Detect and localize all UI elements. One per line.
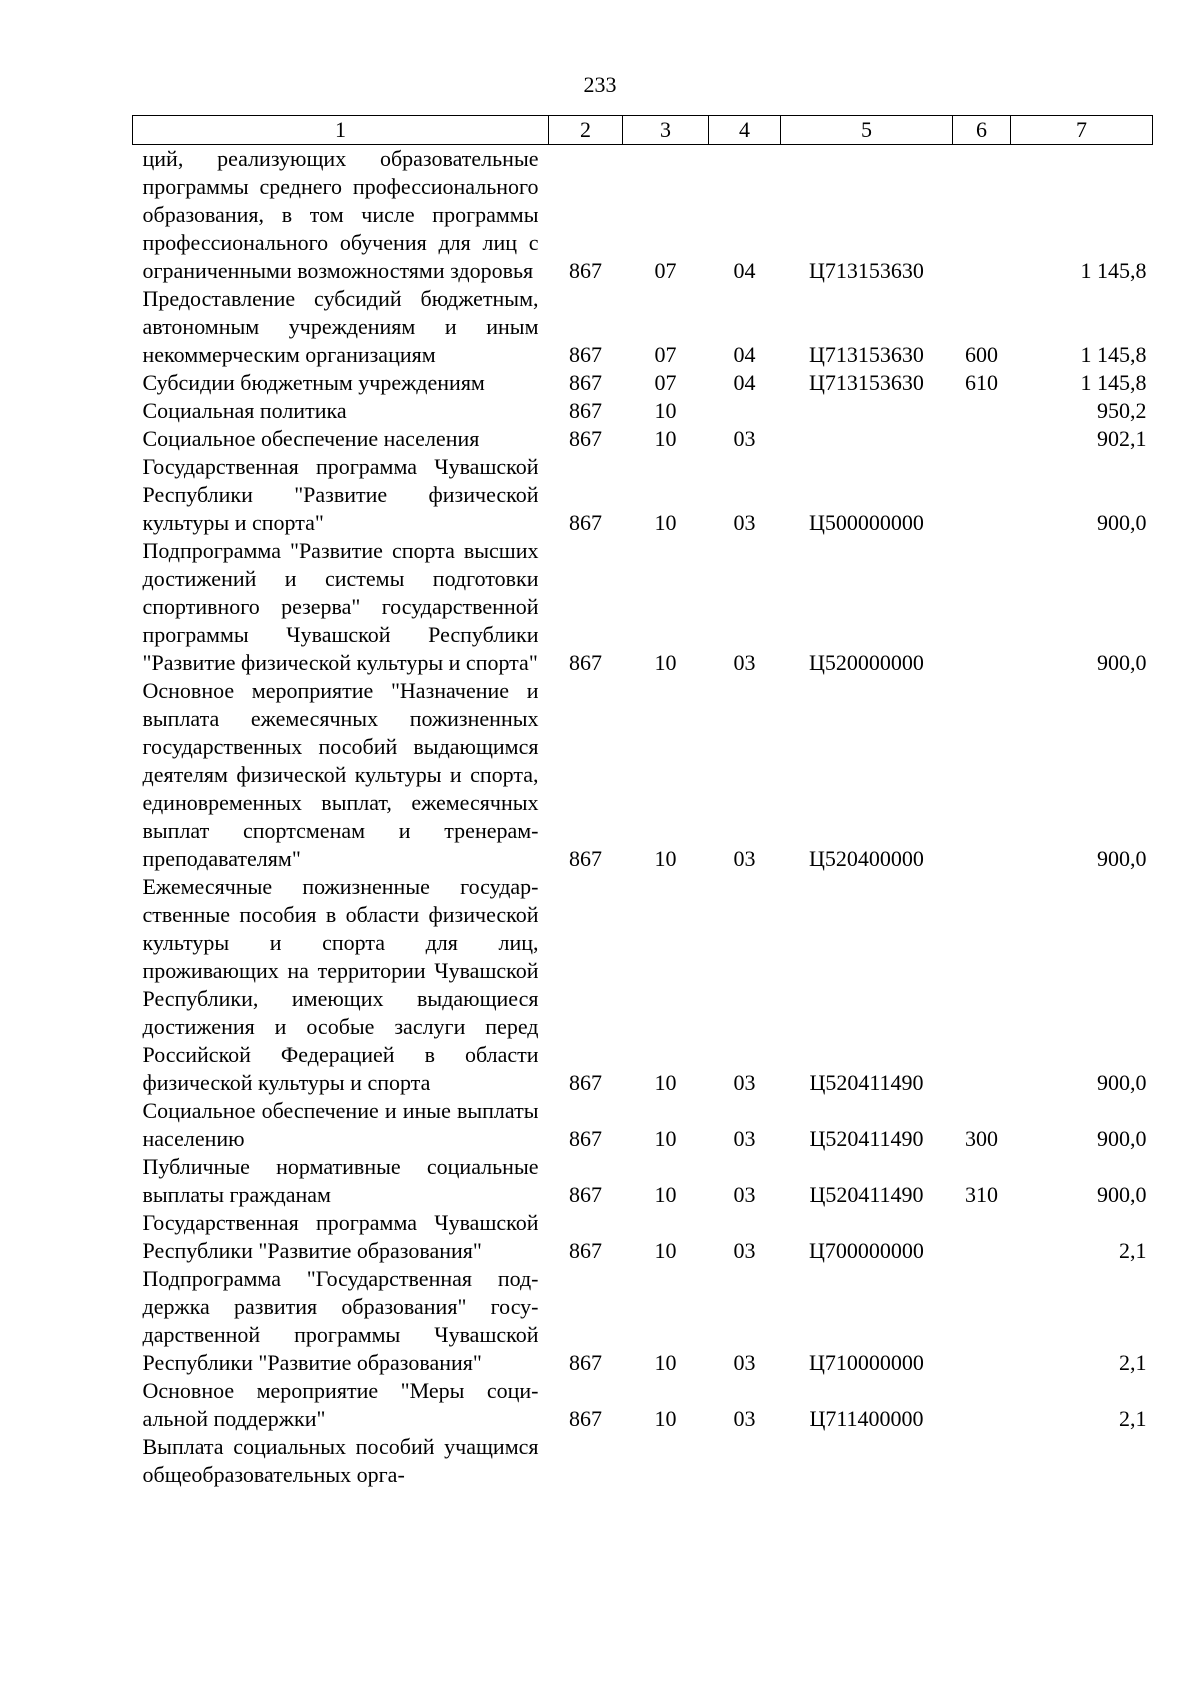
section-code: 10: [654, 1350, 677, 1375]
subsection-code: 03: [733, 846, 756, 871]
target-item-code: Ц713153630: [809, 370, 924, 395]
target-item-code: Ц713153630: [809, 342, 924, 367]
admin-code: [549, 1433, 623, 1489]
admin-code: 867: [569, 342, 602, 367]
table-row: [133, 537, 1153, 677]
expense-type-code: 600: [965, 342, 998, 367]
subsection-code: 03: [733, 1070, 756, 1095]
table-row: [133, 677, 1153, 873]
section-code: [623, 1433, 709, 1489]
admin-code: 867: [569, 650, 602, 675]
target-item-code: Ц520411490: [809, 1182, 924, 1207]
subsection-code: 03: [733, 510, 756, 535]
expense-type-code: [953, 1265, 1011, 1377]
subsection-code: 03: [733, 1238, 756, 1263]
expense-type-code: [953, 1433, 1011, 1489]
admin-code: 867: [569, 1070, 602, 1095]
target-item-code: Ц520411490: [809, 1070, 924, 1095]
amount: 2,1: [1119, 1350, 1147, 1375]
amount: 900,0: [1097, 650, 1147, 675]
expense-type-code: 610: [965, 370, 998, 395]
item-name: Государственная программа Чувашской Республики "Развитие образования": [142, 1210, 539, 1263]
section-code: 07: [654, 370, 677, 395]
subsection-code: 03: [733, 1182, 756, 1207]
admin-code: 867: [569, 846, 602, 871]
expense-type-code: [953, 453, 1011, 537]
amount: 900,0: [1097, 846, 1147, 871]
section-code: 10: [654, 650, 677, 675]
subsection-code: [709, 1433, 781, 1489]
target-item-code: [781, 425, 953, 453]
item-name: Социальная политика: [142, 398, 347, 423]
expense-type-code: [953, 677, 1011, 873]
item-name: Публичные нормативные социальные выплаты гражданам: [142, 1154, 539, 1207]
expense-type-code: [953, 1377, 1011, 1433]
subsection-code: 04: [733, 258, 756, 283]
item-name: Субсидии бюджетным учреждениям: [142, 370, 485, 395]
item-name: Социальное обеспечение населения: [142, 426, 480, 451]
section-code: 10: [654, 1070, 677, 1095]
item-name: Основное мероприятие "Меры социальной поддержки": [142, 1378, 539, 1431]
table-row: [133, 369, 1153, 397]
item-name: Подпрограмма "Развитие спорта высших достижений и системы подготовки спортивного резерва" государственной программы Чувашской Республики "Развитие физической культуры и спорта": [142, 538, 539, 675]
admin-code: 867: [569, 1182, 602, 1207]
section-code: 10: [654, 1238, 677, 1263]
table-row: [133, 1153, 1153, 1209]
subsection-code: 04: [733, 370, 756, 395]
section-code: 07: [654, 342, 677, 367]
table-row: [133, 425, 1153, 453]
subsection-code: 04: [733, 342, 756, 367]
item-name: Предоставление субсидий бюджетным, автономным учреждениям и иным некоммерческим организациям: [142, 286, 539, 367]
column-header: 3: [623, 116, 709, 145]
target-item-code: Ц710000000: [809, 1350, 924, 1375]
table-row: [133, 285, 1153, 369]
column-header: 2: [549, 116, 623, 145]
table-row: [133, 1097, 1153, 1153]
amount: [1011, 1433, 1153, 1489]
amount: 1 145,8: [1080, 258, 1147, 283]
column-header: 1: [133, 116, 549, 145]
table-row: [133, 453, 1153, 537]
amount: 902,1: [1097, 426, 1147, 451]
column-header: 6: [953, 116, 1011, 145]
table-body: [133, 145, 1153, 1490]
amount: 900,0: [1097, 510, 1147, 535]
subsection-code: 03: [733, 650, 756, 675]
admin-code: 867: [569, 426, 602, 451]
subsection-code: [709, 397, 781, 425]
section-code: 10: [654, 846, 677, 871]
amount: 900,0: [1097, 1126, 1147, 1151]
target-item-code: Ц713153630: [809, 258, 924, 283]
expense-type-code: [953, 397, 1011, 425]
target-item-code: Ц520000000: [809, 650, 924, 675]
admin-code: 867: [569, 510, 602, 535]
column-header: 5: [781, 116, 953, 145]
item-name: Подпрограмма "Государственная поддержка развития образования" государственной программы Чувашской Республики "Развитие образования": [142, 1266, 539, 1375]
item-name: Ежемесячные пожизненные государственные пособия в области физической культуры и спорта для лиц, проживающих на территории Чувашской Республики, имеющих выдающиеся достижения и особые заслуги перед Российской Федерацией в области физической культуры и спорта: [142, 874, 539, 1095]
column-header: 7: [1011, 116, 1153, 145]
subsection-code: 03: [733, 1350, 756, 1375]
admin-code: 867: [569, 370, 602, 395]
target-item-code: [781, 397, 953, 425]
subsection-code: 03: [733, 426, 756, 451]
section-code: 10: [654, 1406, 677, 1431]
item-name: Выплата социальных пособий учащимся общеобразовательных орга-: [142, 1434, 539, 1487]
table-row: [133, 145, 1153, 286]
table-row: [133, 1209, 1153, 1265]
amount: 1 145,8: [1080, 342, 1147, 367]
target-item-code: Ц700000000: [809, 1238, 924, 1263]
expense-type-code: [953, 873, 1011, 1097]
page-number: 233: [583, 72, 617, 97]
item-name: Основное мероприятие "Назначение и выплата ежемесячных пожизненных государственных пособий выдающимся деятелям физической культуры и спорта, единовременных выплат, ежемесячных выплат спортсменам и тренерам-преподавателям": [142, 678, 539, 871]
item-name: Социальное обеспечение и иные выплаты населению: [142, 1098, 539, 1151]
subsection-code: 03: [733, 1406, 756, 1431]
amount: 2,1: [1119, 1406, 1147, 1431]
column-header: 4: [709, 116, 781, 145]
admin-code: 867: [569, 398, 602, 423]
header-row: [133, 116, 1153, 145]
expense-type-code: 310: [965, 1182, 998, 1207]
section-code: 10: [654, 1182, 677, 1207]
item-name: ций, реализующих образовательные программы среднего профессионального образования, в том числе программы профессионального обучения для лиц с ограниченными возможностями здоровья: [142, 146, 539, 283]
amount: 900,0: [1097, 1182, 1147, 1207]
target-item-code: [781, 1433, 953, 1489]
admin-code: 867: [569, 1406, 602, 1431]
subsection-code: 03: [733, 1126, 756, 1151]
section-code: 10: [654, 1126, 677, 1151]
target-item-code: Ц500000000: [809, 510, 924, 535]
admin-code: 867: [569, 1126, 602, 1151]
section-code: 10: [654, 398, 677, 423]
budget-table: [132, 115, 1153, 1489]
expense-type-code: [953, 145, 1011, 286]
target-item-code: Ц711400000: [809, 1406, 924, 1431]
section-code: 07: [654, 258, 677, 283]
table-row: [133, 1433, 1153, 1489]
target-item-code: Ц520411490: [809, 1126, 924, 1151]
expense-type-code: 300: [965, 1126, 998, 1151]
expense-type-code: [953, 1209, 1011, 1265]
target-item-code: Ц520400000: [809, 846, 924, 871]
table-row: [133, 397, 1153, 425]
amount: 2,1: [1119, 1238, 1147, 1263]
admin-code: 867: [569, 1350, 602, 1375]
table-header: [133, 116, 1153, 145]
item-name: Государственная программа Чувашской Республики "Развитие физической культуры и спорта": [142, 454, 539, 535]
section-code: 10: [654, 426, 677, 451]
amount: 1 145,8: [1080, 370, 1147, 395]
table-row: [133, 1265, 1153, 1377]
expense-type-code: [953, 537, 1011, 677]
admin-code: 867: [569, 258, 602, 283]
table-row: [133, 873, 1153, 1097]
table-row: [133, 1377, 1153, 1433]
section-code: 10: [654, 510, 677, 535]
amount: 950,2: [1097, 398, 1147, 423]
amount: 900,0: [1097, 1070, 1147, 1095]
admin-code: 867: [569, 1238, 602, 1263]
expense-type-code: [953, 425, 1011, 453]
